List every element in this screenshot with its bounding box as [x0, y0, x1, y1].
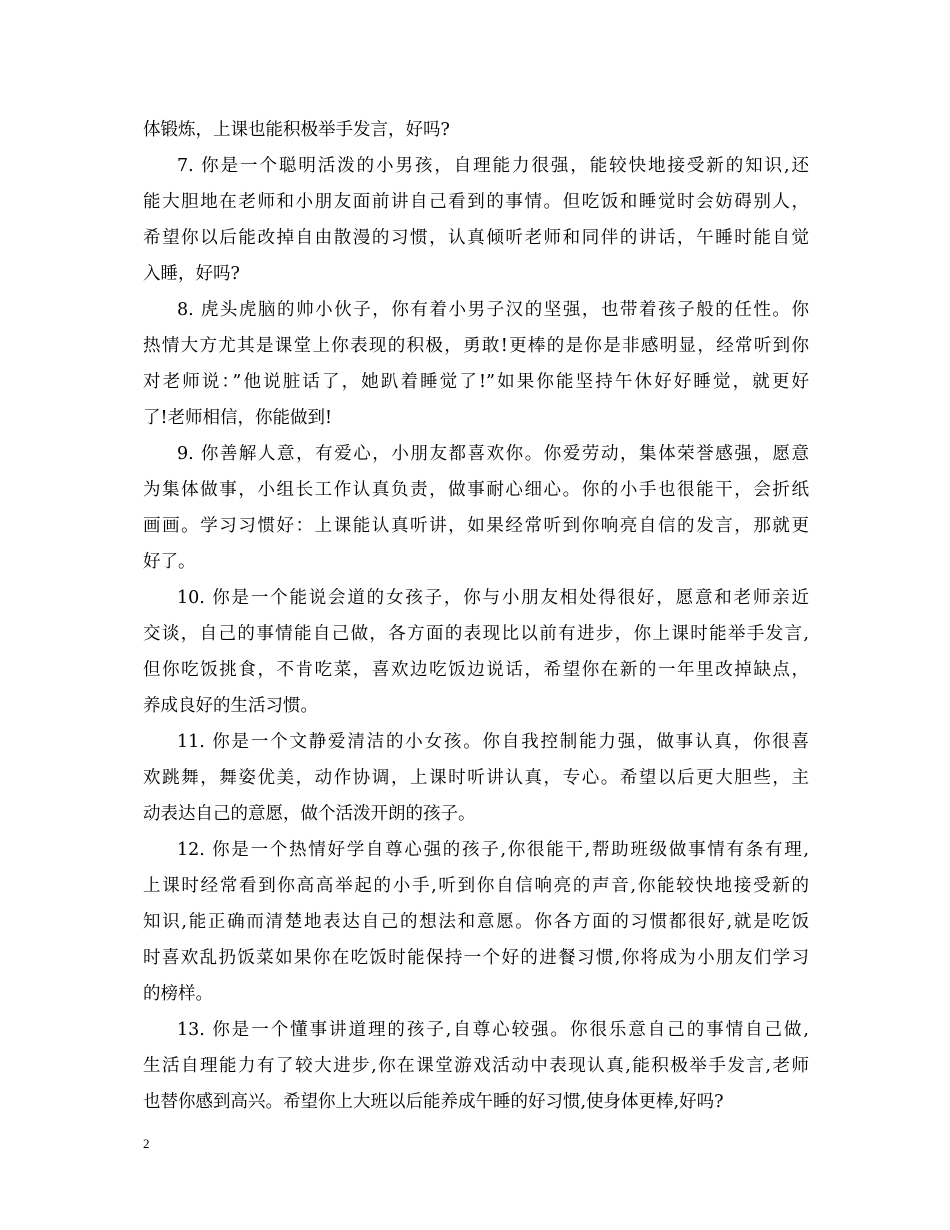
text-line: 能大胆地在老师和小朋友面前讲自己看到的事情。但吃饭和睡觉时会妨碍别人，	[143, 192, 809, 212]
text-line: 热情大方尤其是课堂上你表现的积极，勇敢!更棒的是你是非感明显，经常听到你	[143, 336, 809, 356]
text-line: 时喜欢乱扔饭菜如果你在吃饭时能保持一个好的进餐习惯,你将成为小朋友们学习	[143, 948, 809, 968]
text-line: 好了。	[143, 552, 196, 572]
text-line: 交谈，自己的事情能自己做，各方面的表现比以前有进步，你上课时能举手发言,	[143, 624, 809, 644]
paragraph	[143, 1012, 809, 1120]
text-line: 动表达自己的意愿，做个活泼开朗的孩子。	[143, 804, 476, 824]
text-line: 入睡，好吗?	[143, 264, 240, 284]
paragraph	[143, 580, 809, 724]
text-line: 10. 你是一个能说会道的女孩子，你与小朋友相处得很好，愿意和老师亲近	[177, 588, 809, 608]
paragraph	[143, 148, 809, 292]
body-text	[143, 112, 809, 1120]
text-line: 13. 你是一个懂事讲道理的孩子,自尊心较强。你很乐意自己的事情自己做,	[177, 1020, 809, 1040]
text-line: 12. 你是一个热情好学自尊心强的孩子,你很能干,帮助班级做事情有条有理,	[177, 840, 809, 860]
text-line: 的榜样。	[143, 984, 213, 1004]
paragraph	[143, 436, 809, 580]
text-line: 欢跳舞，舞姿优美，动作协调，上课时听讲认真，专心。希望以后更大胆些，主	[143, 768, 809, 788]
text-line: 知识,能正确而清楚地表达自己的想法和意愿。你各方面的习惯都很好,就是吃饭	[143, 912, 809, 932]
text-line: 希望你以后能改掉自由散漫的习惯，认真倾听老师和同伴的讲话，午睡时能自觉	[143, 228, 809, 248]
paragraph	[143, 724, 809, 832]
paragraph	[143, 832, 809, 1012]
paragraph	[143, 292, 809, 436]
text-line: 画画。学习习惯好：上课能认真听讲，如果经常听到你响亮自信的发言，那就更	[143, 516, 809, 536]
text-line: 养成良好的生活习惯。	[143, 696, 318, 716]
text-line: 为集体做事，小组长工作认真负责，做事耐心细心。你的小手也很能干，会折纸	[143, 480, 809, 500]
text-line: 11. 你是一个文静爱清洁的小女孩。你自我控制能力强，做事认真，你很喜	[177, 732, 809, 752]
paragraph	[143, 112, 809, 148]
text-line: 9. 你善解人意，有爱心，小朋友都喜欢你。你爱劳动，集体荣誉感强，愿意	[177, 444, 809, 464]
text-line: 上课时经常看到你高高举起的小手,听到你自信响亮的声音,你能较快地接受新的	[143, 876, 809, 896]
text-line: 8. 虎头虎脑的帅小伙子，你有着小男子汉的坚强，也带着孩子般的任性。你	[177, 300, 809, 320]
text-line: 生活自理能力有了较大进步,你在课堂游戏活动中表现认真,能积极举手发言,老师	[143, 1056, 809, 1076]
text-line: 7. 你是一个聪明活泼的小男孩，自理能力很强，能较快地接受新的知识,还	[177, 156, 809, 176]
text-line: 对老师说：”他说脏话了，她趴着睡觉了!”如果你能坚持午休好好睡觉，就更好	[143, 372, 809, 392]
text-line: 体锻炼，上课也能积极举手发言，好吗?	[143, 120, 450, 140]
page-number: 2	[143, 1136, 150, 1151]
text-line: 但你吃饭挑食，不肯吃菜，喜欢边吃饭边说话，希望你在新的一年里改掉缺点，	[143, 660, 809, 680]
text-line: 也替你感到高兴。希望你上大班以后能养成午睡的好习惯,使身体更棒,好吗?	[143, 1092, 724, 1112]
text-line: 了!老师相信，你能做到!	[143, 408, 333, 428]
